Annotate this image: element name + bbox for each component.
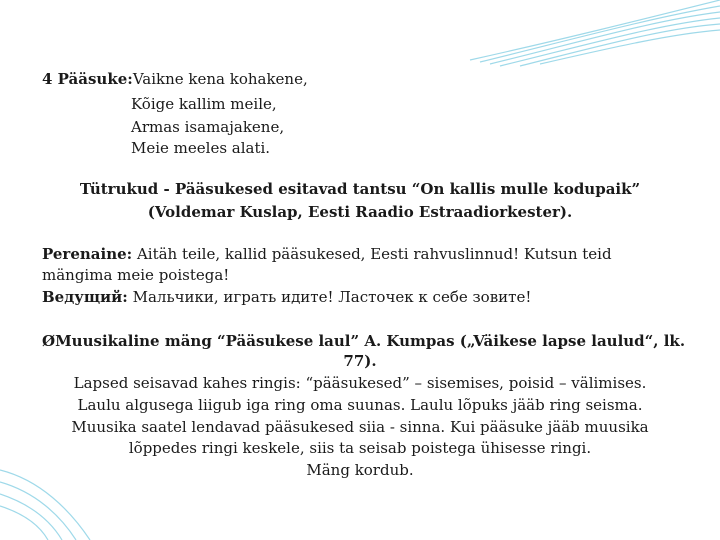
- poem-line-3: Armas isamajakene,: [131, 118, 285, 136]
- game-description-line-4: lõppedes ringi keskele, siis ta seisab poistega ühisesse ringi.: [128, 439, 592, 457]
- hostess-line-2: mängima meie poistega!: [42, 266, 230, 284]
- dance-line-1: Tütrukud - Pääsukesed esitavad tantsu “On kallis mulle kodupaik”: [79, 180, 641, 198]
- poem-line-4: Meie meeles alati.: [131, 139, 271, 157]
- poem-line-1: [42, 69, 308, 89]
- hostess-text: Aitäh teile, kallid pääsukesed, Eesti rahvuslinnud! Kutsun teid: [132, 245, 612, 263]
- russian-text: Мальчики, играть идите! Ласточек к себе зовите!: [127, 288, 532, 306]
- game-title-line-2: 77).: [343, 352, 377, 370]
- game-description-line-5: Mäng kordub.: [306, 461, 414, 479]
- dance-line-2: (Voldemar Kuslap, Eesti Raadio Estraadiorkester).: [147, 203, 573, 221]
- hostess-line-1: [42, 244, 612, 264]
- poem-line-2: Kõige kallim meile,: [131, 95, 277, 113]
- game-title-line-1: [42, 331, 685, 351]
- bullet-arrow-icon: Ø: [42, 332, 56, 350]
- speaker-label: 4 Pääsuke:: [42, 70, 133, 88]
- poem-text: Vaikne kena kohakene,: [132, 70, 308, 88]
- game-description-line-2: Laulu algusega liigub iga ring oma suunas. Laulu lõpuks jääb ring seisma.: [77, 396, 643, 414]
- game-description-line-1: Lapsed seisavad kahes ringis: “pääsukesed” – sisemises, poisid – välimises.: [73, 374, 647, 392]
- game-title: Muusikaline mäng “Pääsukese laul” A. Kumpas („Väikese lapse laulud“, lk.: [55, 332, 686, 350]
- russian-line: [42, 287, 531, 307]
- hostess-label: Perenaine:: [42, 245, 133, 263]
- game-description-line-3: Muusika saatel lendavad pääsukesed siia - sinna. Kui pääsuke jääb muusika: [71, 418, 649, 436]
- russian-label: Ведущий:: [42, 288, 128, 306]
